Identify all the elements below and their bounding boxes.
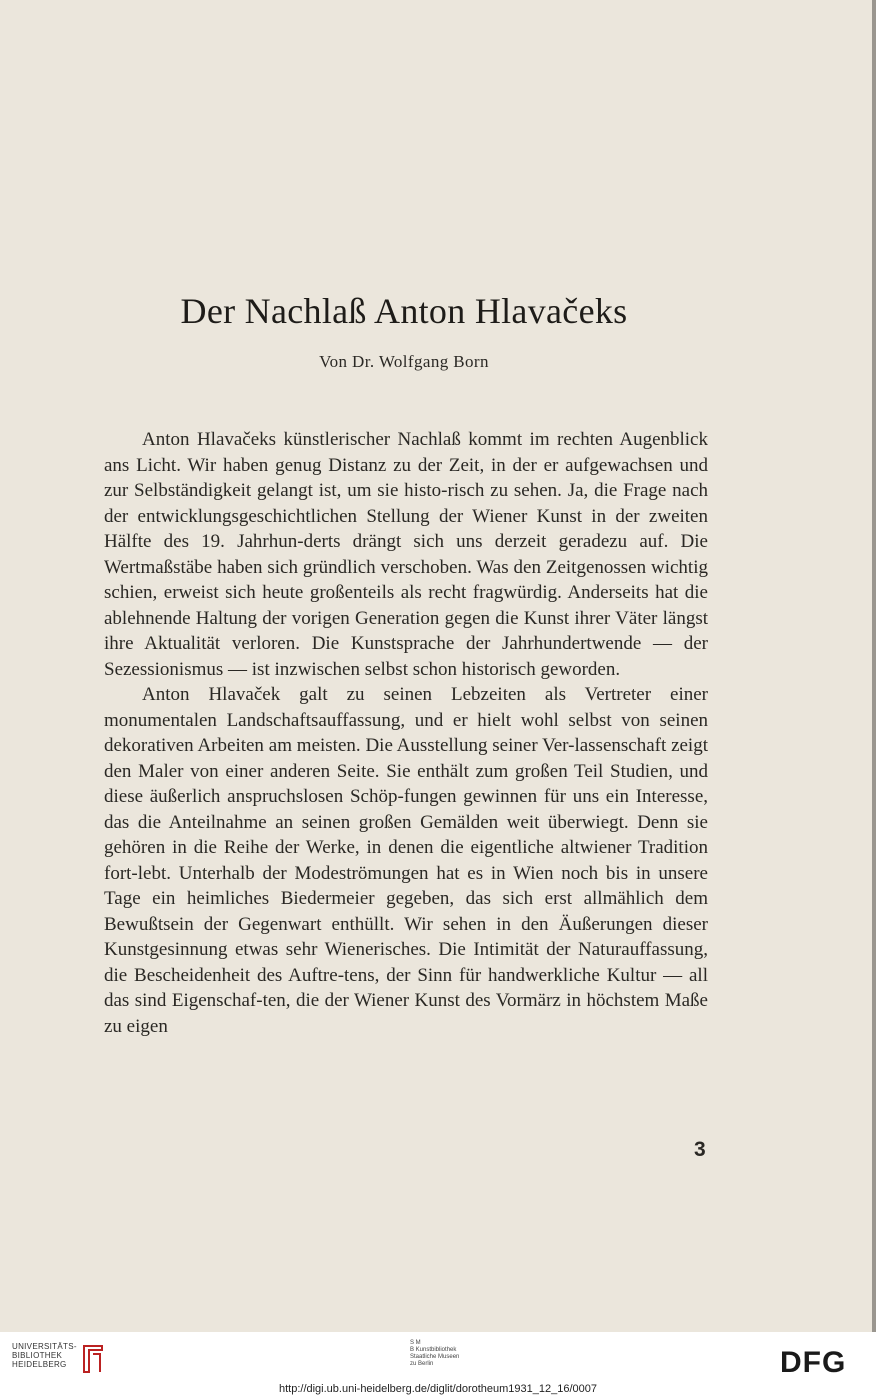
article-body bbox=[104, 427, 708, 1039]
dfg-logo[interactable]: DFG bbox=[780, 1346, 847, 1379]
stamp-line: zu Berlin bbox=[410, 1361, 434, 1367]
paragraph-1: Anton Hlavačeks künstlerischer Nachlaß kommt im rechten Augenblick ans Licht. Wir haben genug Distanz zu der Zeit, in der er aufgewachsen und zur Selbständigkeit gelangt ist, um sie histo-risch zu sehen. Ja, die Frage nach der entwicklungsgeschichtlichen Stellung der Wiener Kunst in der zweiten Hälfte des 19. Jahrhun-derts drängt sich uns derzeit geradezu auf. Die Wertmaßstäbe haben sich gründlich verschoben. Was den Zeitgenossen wichtig schien, erweist sich heute großenteils als recht fragwürdig. Anderseits hat die ablehnende Haltung der vorigen Generation gegen die Kunst ihrer Väter längst ihre Aktualität verloren. Die Kunstsprache der Jahrhundertwende — der Sezessionismus — ist inzwischen selbst schon historisch geworden. bbox=[104, 429, 708, 680]
stamp-line: B Kunstbibliothek bbox=[410, 1347, 457, 1353]
stamp-line: Staatliche Museen bbox=[410, 1354, 460, 1360]
library-line: BIBLIOTHEK bbox=[12, 1351, 63, 1360]
article-title: Der Nachlaß Anton Hlavačeks bbox=[180, 291, 628, 331]
page-edge-shadow bbox=[872, 0, 876, 1332]
article-author: Von Dr. Wolfgang Born bbox=[319, 352, 489, 371]
paragraph-2: Anton Hlavaček galt zu seinen Lebzeiten als Vertreter einer monumentalen Landschaftsauffassung, und er hielt wohl selbst von seinen dekorativen Arbeiten am meisten. Die Ausstellung seiner Ver-lassenschaft zeigt den Maler von einer anderen Seite. Sie enthält zum großen Teil Studien, und diese äußerlich anspruchslosen Schöp-fungen gewinnen für uns ein Interesse, das die Anteilnahme an seinen großen Gemälden weit überwiegt. Denn sie gehören in die Reihe der Werke, in denen die eigentliche altwiener Tradition fort-lebt. Unterhalb der Modeströmungen hat es in Wien noch bis in unsere Tage ein heimliches Biedermeier gegeben, das sich erst allmählich dem Bewußtsein der Gegenwart enthüllt. Wir sehen in den Äußerungen dieser Kunstgesinnung etwas sehr Wienerisches. Die Intimität der Naturauffassung, die Bescheidenheit des Auftre-tens, der Sinn für handwerkliche Kultur — all das sind Eigenschaf-ten, die der Wiener Kunst des Vormärz in höchstem Maße zu eigen bbox=[104, 684, 708, 1037]
page-number: 3 bbox=[694, 1138, 706, 1161]
library-line: UNIVERSITÄTS- bbox=[12, 1342, 77, 1351]
permalink-url[interactable]: http://digi.ub.uni-heidelberg.de/diglit/dorotheum1931_12_16/0007 bbox=[278, 1383, 598, 1395]
museum-stamp bbox=[410, 1340, 459, 1368]
stamp-line: S M bbox=[410, 1340, 421, 1346]
library-line: HEIDELBERG bbox=[12, 1360, 67, 1369]
university-emblem-icon bbox=[80, 1342, 106, 1376]
